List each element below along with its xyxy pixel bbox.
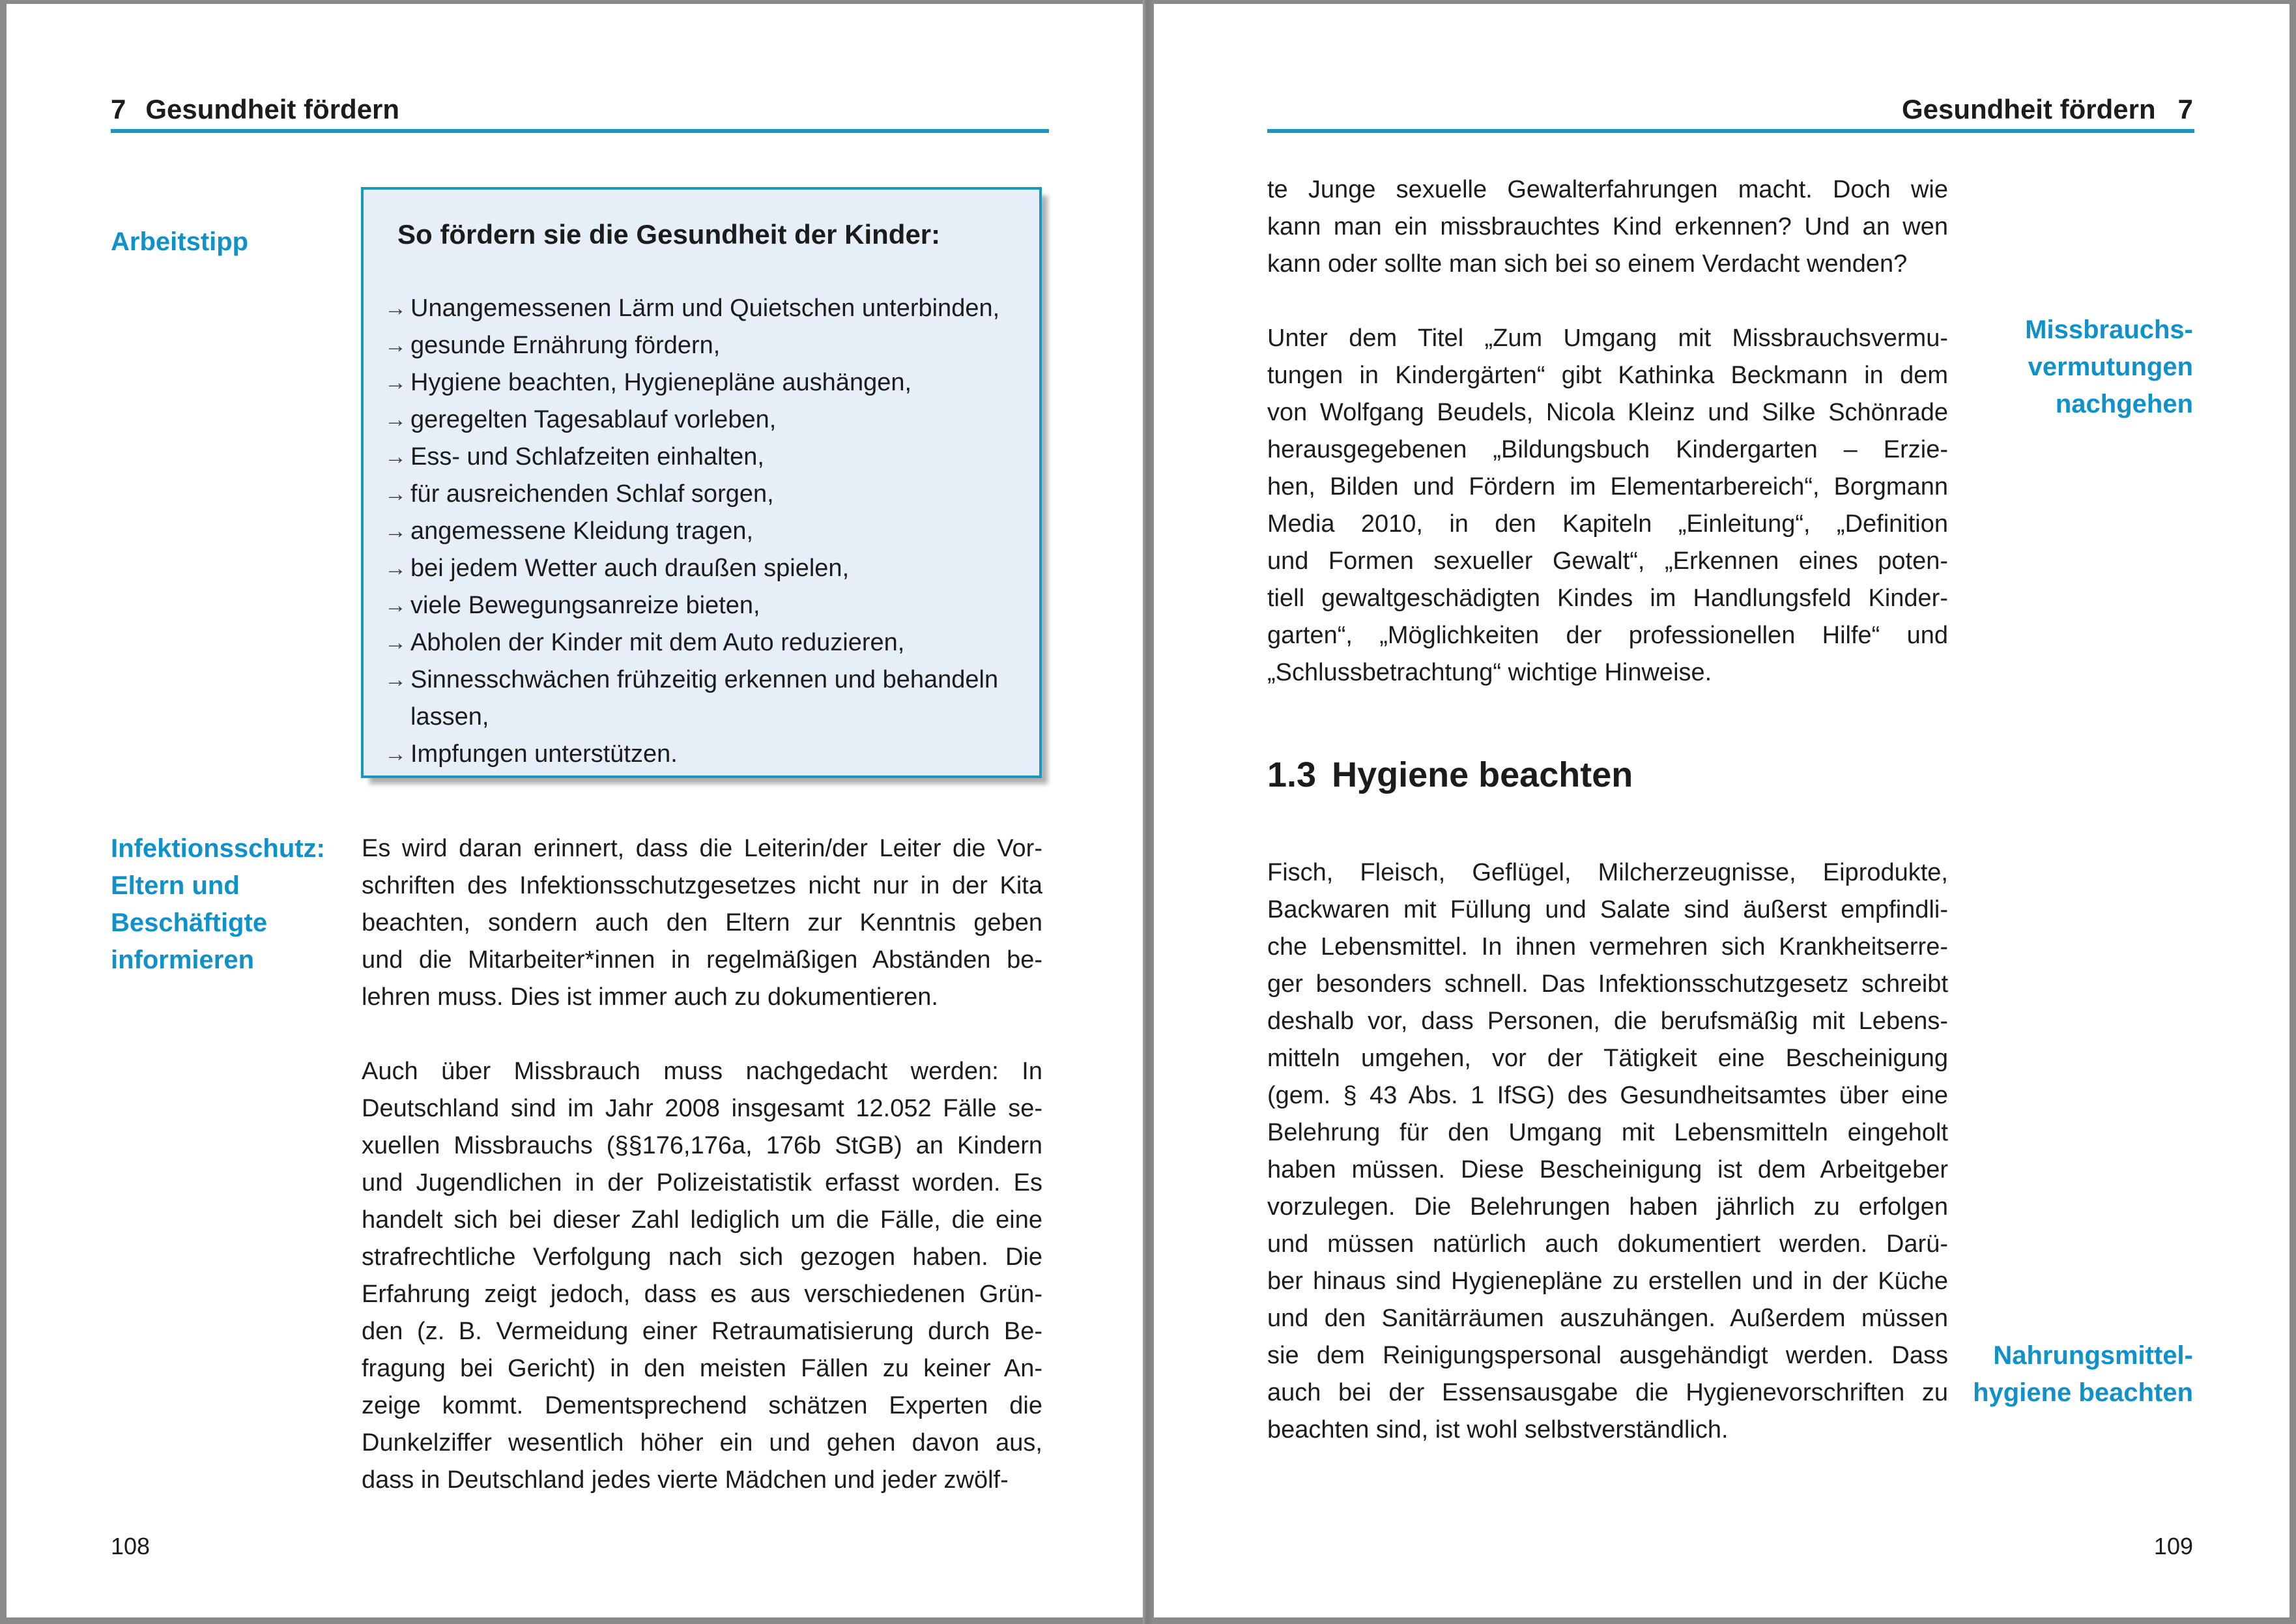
text-line: schriften des Infektionsschutzgesetzes nicht nur in der Kita	[362, 872, 1042, 899]
tip-list-item	[364, 550, 1039, 587]
text-line: Backwaren mit Füllung und Salate sind äußerst empfindli-	[1267, 896, 1948, 923]
header-rule-left	[111, 129, 1049, 133]
arrow-bullet-icon: →	[384, 444, 407, 469]
body-paragraph	[1267, 854, 1948, 1449]
spread-edge-left	[0, 0, 7, 1624]
tip-list-item	[364, 587, 1039, 624]
margin-label-missbrauch	[1893, 312, 2193, 423]
text-line: den (z. B. Vermeidung einer Retraumatisierung durch Be-	[362, 1318, 1042, 1345]
text-line: hen, Bilden und Fördern im Elementarbereich“, Borgmann	[1267, 473, 1948, 500]
arrow-bullet-icon: →	[384, 333, 407, 358]
text-line: ber hinaus sind Hygienepläne zu erstellen und in der Küche	[1267, 1268, 1948, 1295]
body-paragraph	[1267, 320, 1948, 691]
text-line: Deutschland sind im Jahr 2008 insgesamt 12.052 Fälle se-	[362, 1095, 1042, 1122]
body-paragraph	[1267, 171, 1948, 283]
tip-list-item	[364, 736, 1039, 773]
text-line: che Lebensmittel. In ihnen vermehren sich Krankheitserre-	[1267, 933, 1948, 961]
section-heading	[1267, 755, 1633, 795]
text-line: Unter dem Titel „Zum Umgang mit Missbrauchsvermu-	[1267, 325, 1948, 352]
text-line: strafrechtliche Verfolgung nach sich gezogen haben. Die	[362, 1243, 1042, 1271]
tip-list-item	[364, 364, 1039, 401]
arrow-bullet-icon: →	[384, 593, 407, 618]
text-line: auch bei der Essensausgabe die Hygienevorschriften zu	[1267, 1379, 1948, 1406]
text-line: Beschäftigte	[111, 908, 268, 937]
arrow-bullet-icon: →	[384, 667, 407, 692]
margin-label-nahrungsmittelhygiene	[1887, 1337, 2193, 1412]
text-line: kann man ein missbrauchtes Kind erkennen? Und an wen	[1267, 213, 1948, 240]
page-number-left: 108	[111, 1533, 151, 1559]
text-line: Auch über Missbrauch muss nachgedacht werden: In	[362, 1058, 1042, 1085]
arrow-bullet-icon: →	[384, 296, 407, 321]
text-line: handelt sich bei dieser Zahl lediglich um die Fälle, die eine	[362, 1206, 1042, 1234]
section-title: Hygiene beachten	[1332, 755, 1633, 794]
tip-item-text: gesunde Ernährung fördern,	[410, 332, 721, 359]
margin-label-arbeitstipp: Arbeitstipp	[111, 227, 249, 256]
tip-list-item	[364, 439, 1039, 476]
running-head-title: Gesundheit fördern	[145, 94, 400, 124]
tip-item-text: für ausreichenden Schlaf sorgen,	[410, 480, 774, 508]
text-line: hygiene beachten	[1973, 1378, 2193, 1407]
running-head-title: Gesundheit fördern	[1901, 94, 2156, 124]
tip-list-item	[364, 513, 1039, 550]
tip-item-text: Ess- und Schlafzeiten einhalten,	[410, 443, 764, 471]
arrow-bullet-icon: →	[384, 482, 407, 506]
arrow-bullet-icon: →	[384, 407, 407, 432]
text-line: und die Mitarbeiter*innen in regelmäßigen Abständen be-	[362, 946, 1042, 974]
arrow-bullet-icon: →	[384, 519, 407, 544]
body-paragraph	[362, 1053, 1042, 1499]
tip-item-text: geregelten Tagesablauf vorleben,	[410, 406, 777, 433]
text-line: Infektionsschutz:	[111, 834, 325, 863]
tip-item-text: Unangemessenen Lärm und Quietschen unterbinden,	[410, 295, 1000, 322]
text-line: dass in Deutschland jedes vierte Mädchen und jeder zwölf-	[362, 1466, 1009, 1494]
tip-item-text: Impfungen unterstützen.	[410, 740, 678, 768]
spread-edge-right	[2289, 0, 2296, 1624]
text-line: te Junge sexuelle Gewalterfahrungen macht. Doch wie	[1267, 176, 1948, 203]
margin-label-infektionsschutz	[111, 830, 362, 979]
book-spine-seam	[1143, 0, 1154, 1624]
running-head-right	[1902, 94, 2193, 125]
arrow-bullet-icon: →	[384, 630, 407, 655]
header-rule-right	[1267, 129, 2194, 133]
text-line: Es wird daran erinnert, dass die Leiterin/der Leiter die Vor-	[362, 835, 1042, 862]
text-line: Nahrungsmittel-	[1993, 1341, 2193, 1370]
section-number: 1.3	[1267, 755, 1317, 794]
tip-item-text: viele Bewegungsanreize bieten,	[410, 592, 760, 619]
text-line: von Wolfgang Beudels, Nicola Kleinz und Silke Schönrade	[1267, 399, 1948, 426]
tip-item-text: Hygiene beachten, Hygienepläne aushängen,	[410, 369, 912, 396]
text-line: sie dem Reinigungspersonal ausgehändigt werden. Dass	[1267, 1342, 1948, 1369]
text-line: beachten sind, ist wohl selbstverständlich.	[1267, 1416, 1729, 1443]
text-line: Fisch, Fleisch, Geflügel, Milcherzeugnisse, Eiprodukte,	[1267, 859, 1948, 886]
chapter-number: 7	[111, 94, 126, 124]
tip-box-title: So fördern sie die Gesundheit der Kinder:	[397, 219, 941, 250]
text-line: vermutungen	[2028, 353, 2193, 381]
text-line: und müssen natürlich auch dokumentiert werden. Darü-	[1267, 1230, 1948, 1258]
text-line: nachgehen	[2055, 390, 2193, 418]
text-line: beachten, sondern auch den Eltern zur Kenntnis geben	[362, 909, 1042, 936]
arrow-bullet-icon: →	[384, 742, 407, 766]
text-line: tungen in Kindergärten“ gibt Kathinka Beckmann in dem	[1267, 362, 1948, 389]
text-line: haben müssen. Diese Bescheinigung ist dem Arbeitgeber	[1267, 1156, 1948, 1183]
tip-list-item	[364, 327, 1039, 364]
text-line: mitteln umgehen, vor der Tätigkeit eine Bescheinigung	[1267, 1045, 1948, 1072]
text-line: Erfahrung zeigt jedoch, dass es aus verschiedenen Grün-	[362, 1281, 1042, 1308]
text-line: informieren	[111, 946, 255, 974]
text-line: deshalb vor, dass Personen, die berufsmäßig mit Lebens-	[1267, 1008, 1948, 1035]
text-line: vorzulegen. Die Belehrungen haben jährlich zu erfolgen	[1267, 1193, 1948, 1221]
text-line: kann oder sollte man sich bei so einem Verdacht wenden?	[1267, 250, 1908, 278]
text-line: Dunkelziffer wesentlich höher ein und gehen davon aus,	[362, 1429, 1042, 1457]
tip-box-list	[364, 290, 1039, 773]
text-line: lehren muss. Dies ist immer auch zu dokumentieren.	[362, 983, 938, 1011]
tip-list-item	[364, 401, 1039, 439]
text-line: herausgegebenen „Bildungsbuch Kindergarten – Erzie-	[1267, 436, 1948, 463]
text-line: (gem. § 43 Abs. 1 IfSG) des Gesundheitsamtes über eine	[1267, 1082, 1948, 1109]
text-line: zeige kommt. Dementsprechend schätzen Experten die	[362, 1392, 1042, 1419]
page-number-right: 109	[2153, 1533, 2193, 1559]
text-line: und Jugendlichen in der Polizeistatistik erfasst worden. Es	[362, 1169, 1042, 1196]
tip-box	[361, 187, 1042, 778]
text-line: xuellen Missbrauchs (§§176,176a, 176b StGB) an Kindern	[362, 1132, 1042, 1159]
body-paragraph	[362, 830, 1042, 1016]
tip-list-item	[364, 624, 1039, 661]
text-line: ger besonders schnell. Das Infektionsschutzgesetz schreibt	[1267, 970, 1948, 998]
text-line: Missbrauchs-	[2025, 315, 2193, 344]
text-line: garten“, „Möglichkeiten der professionellen Hilfe“ und	[1267, 622, 1948, 649]
arrow-bullet-icon: →	[384, 556, 407, 581]
text-line: Belehrung für den Umgang mit Lebensmitteln eingeholt	[1267, 1119, 1948, 1146]
text-line: tiell gewaltgeschädigten Kindes im Handlungsfeld Kinder-	[1267, 585, 1948, 612]
tip-item-text: Abholen der Kinder mit dem Auto reduzieren,	[410, 629, 905, 656]
tip-list-item	[364, 476, 1039, 513]
text-line: „Schlussbetrachtung“ wichtige Hinweise.	[1267, 659, 1712, 686]
chapter-number: 7	[2177, 94, 2193, 124]
text-line: fragung bei Gericht) in den meisten Fällen zu keiner An-	[362, 1355, 1042, 1382]
tip-item-text: Sinnesschwächen frühzeitig erkennen und behandeln lassen,	[410, 666, 999, 731]
running-head-left	[111, 94, 399, 125]
tip-item-text: bei jedem Wetter auch draußen spielen,	[410, 555, 850, 582]
text-line: und den Sanitärräumen auszuhängen. Außerdem müssen	[1267, 1305, 1948, 1332]
text-line: Eltern und	[111, 871, 240, 900]
text-line: und Formen sexueller Gewalt“, „Erkennen eines poten-	[1267, 547, 1948, 575]
tip-item-text: angemessene Kleidung tragen,	[410, 517, 754, 545]
text-line: Media 2010, in den Kapiteln „Einleitung“, „Definition	[1267, 510, 1948, 538]
tip-list-item	[364, 661, 1039, 736]
arrow-bullet-icon: →	[384, 370, 407, 395]
tip-list-item	[364, 290, 1039, 327]
